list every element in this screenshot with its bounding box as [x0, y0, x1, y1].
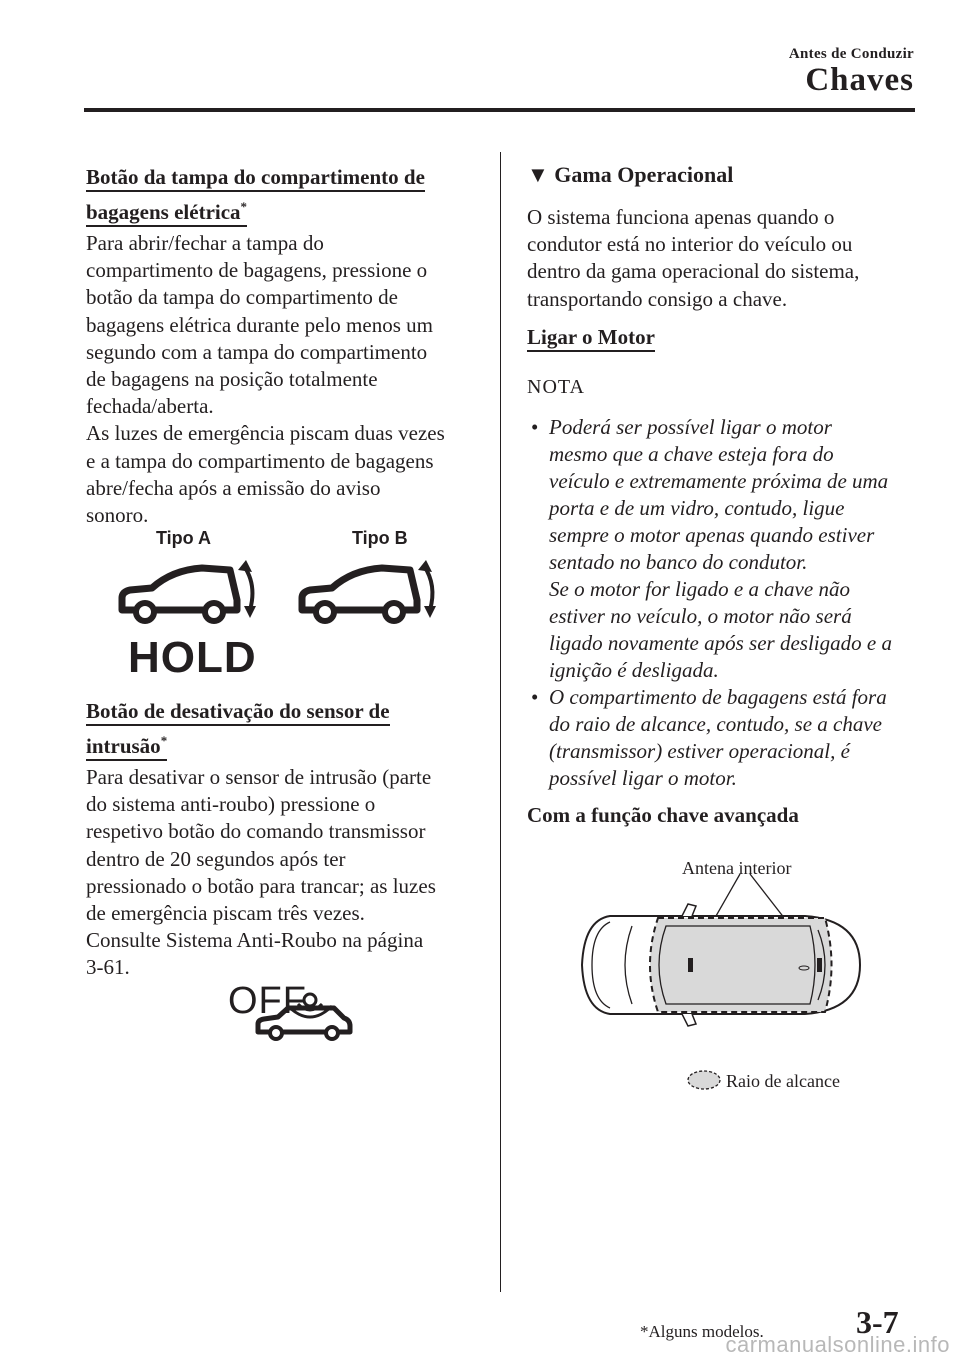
type-a-label: Tipo A — [156, 528, 211, 548]
off-label: OFF — [228, 980, 307, 1022]
running-header-title: Chaves — [805, 62, 914, 98]
liftgate-open-icon-type-a — [112, 560, 262, 630]
footnote: *Alguns modelos. — [640, 1322, 764, 1341]
subsection-title-advanced-key: Com a função chave avançada — [527, 803, 799, 827]
bullet: • — [531, 415, 539, 439]
intrusion-body: Para desativar o sensor de intrusão (parte do sistema anti-roubo) pressione o respetivo botão do comando transmissor dentro de 20 segundos após ter pressionado o botão para trancar; as luzes de emergência piscam três vezes. Consulte Sistema Anti-Roubo na página 3-61. — [86, 765, 436, 980]
antenna-label: Antena interior — [682, 858, 792, 878]
note-list — [527, 414, 919, 792]
liftgate-open-icon-type-b — [292, 560, 442, 630]
hold-label: HOLD — [128, 633, 257, 682]
operational-range-body: O sistema funciona apenas quando o condutor está no interior do veículo ou dentro da gama operacional do sistema, transportando consigo a chave. — [527, 205, 860, 311]
header-rule — [84, 108, 915, 112]
car-top-view-diagram — [570, 870, 870, 1050]
note-title: NOTA — [527, 376, 585, 398]
column-divider — [500, 152, 501, 1292]
range-label: Raio de alcance — [726, 1071, 840, 1091]
section-title-power-liftgate: Botão da tampa do compartimento de bagagens elétrica* — [86, 162, 486, 227]
liftgate-body: Para abrir/fechar a tampa do compartimento de bagagens, pressione o botão da tampa do compartimento de bagagens elétrica durante pelo menos um segundo com a tampa do compartimento de bagagens na posição totalmente fechada/aberta. As luzes de emergência piscam duas vezes e a tampa do compartimento de bagagens abre/fecha após a emissão do aviso sonoro. — [86, 231, 445, 528]
running-header-section: Antes de Conduzir — [788, 46, 914, 62]
note-item: • Poderá ser possível ligar o motor mesmo que a chave esteja fora do veículo e extremamente próxima de uma porta e de um vidro, contudo, ligue sempre o motor apenas quando estiver sentado no banco do condutor. Se o motor for ligado e a chave não estiver no veículo, o motor não será ligado novamente após ser desligado e a ignição é desligada. — [531, 415, 892, 682]
section-title-operational-range: ▼ Gama Operacional — [527, 162, 734, 187]
intrusion-sensor-off-icon — [252, 990, 356, 1044]
triangle-marker-icon: ▼ — [527, 162, 549, 187]
subsection-title-start-engine: Ligar o Motor — [527, 322, 655, 352]
section-title-intrusion-sensor: Botão de desativação do sensor de intrusão* — [86, 696, 486, 761]
page-number: 3-7 — [856, 1304, 899, 1340]
range-legend-swatch — [686, 1068, 722, 1092]
note-item: • O compartimento de bagagens está fora do raio de alcance, contudo, se a chave (transmissor) estiver operacional, é possível ligar o motor. — [531, 685, 887, 790]
bullet: • — [531, 685, 539, 709]
type-b-label: Tipo B — [352, 528, 408, 548]
watermark: carmanualsonline.info — [725, 1332, 950, 1357]
